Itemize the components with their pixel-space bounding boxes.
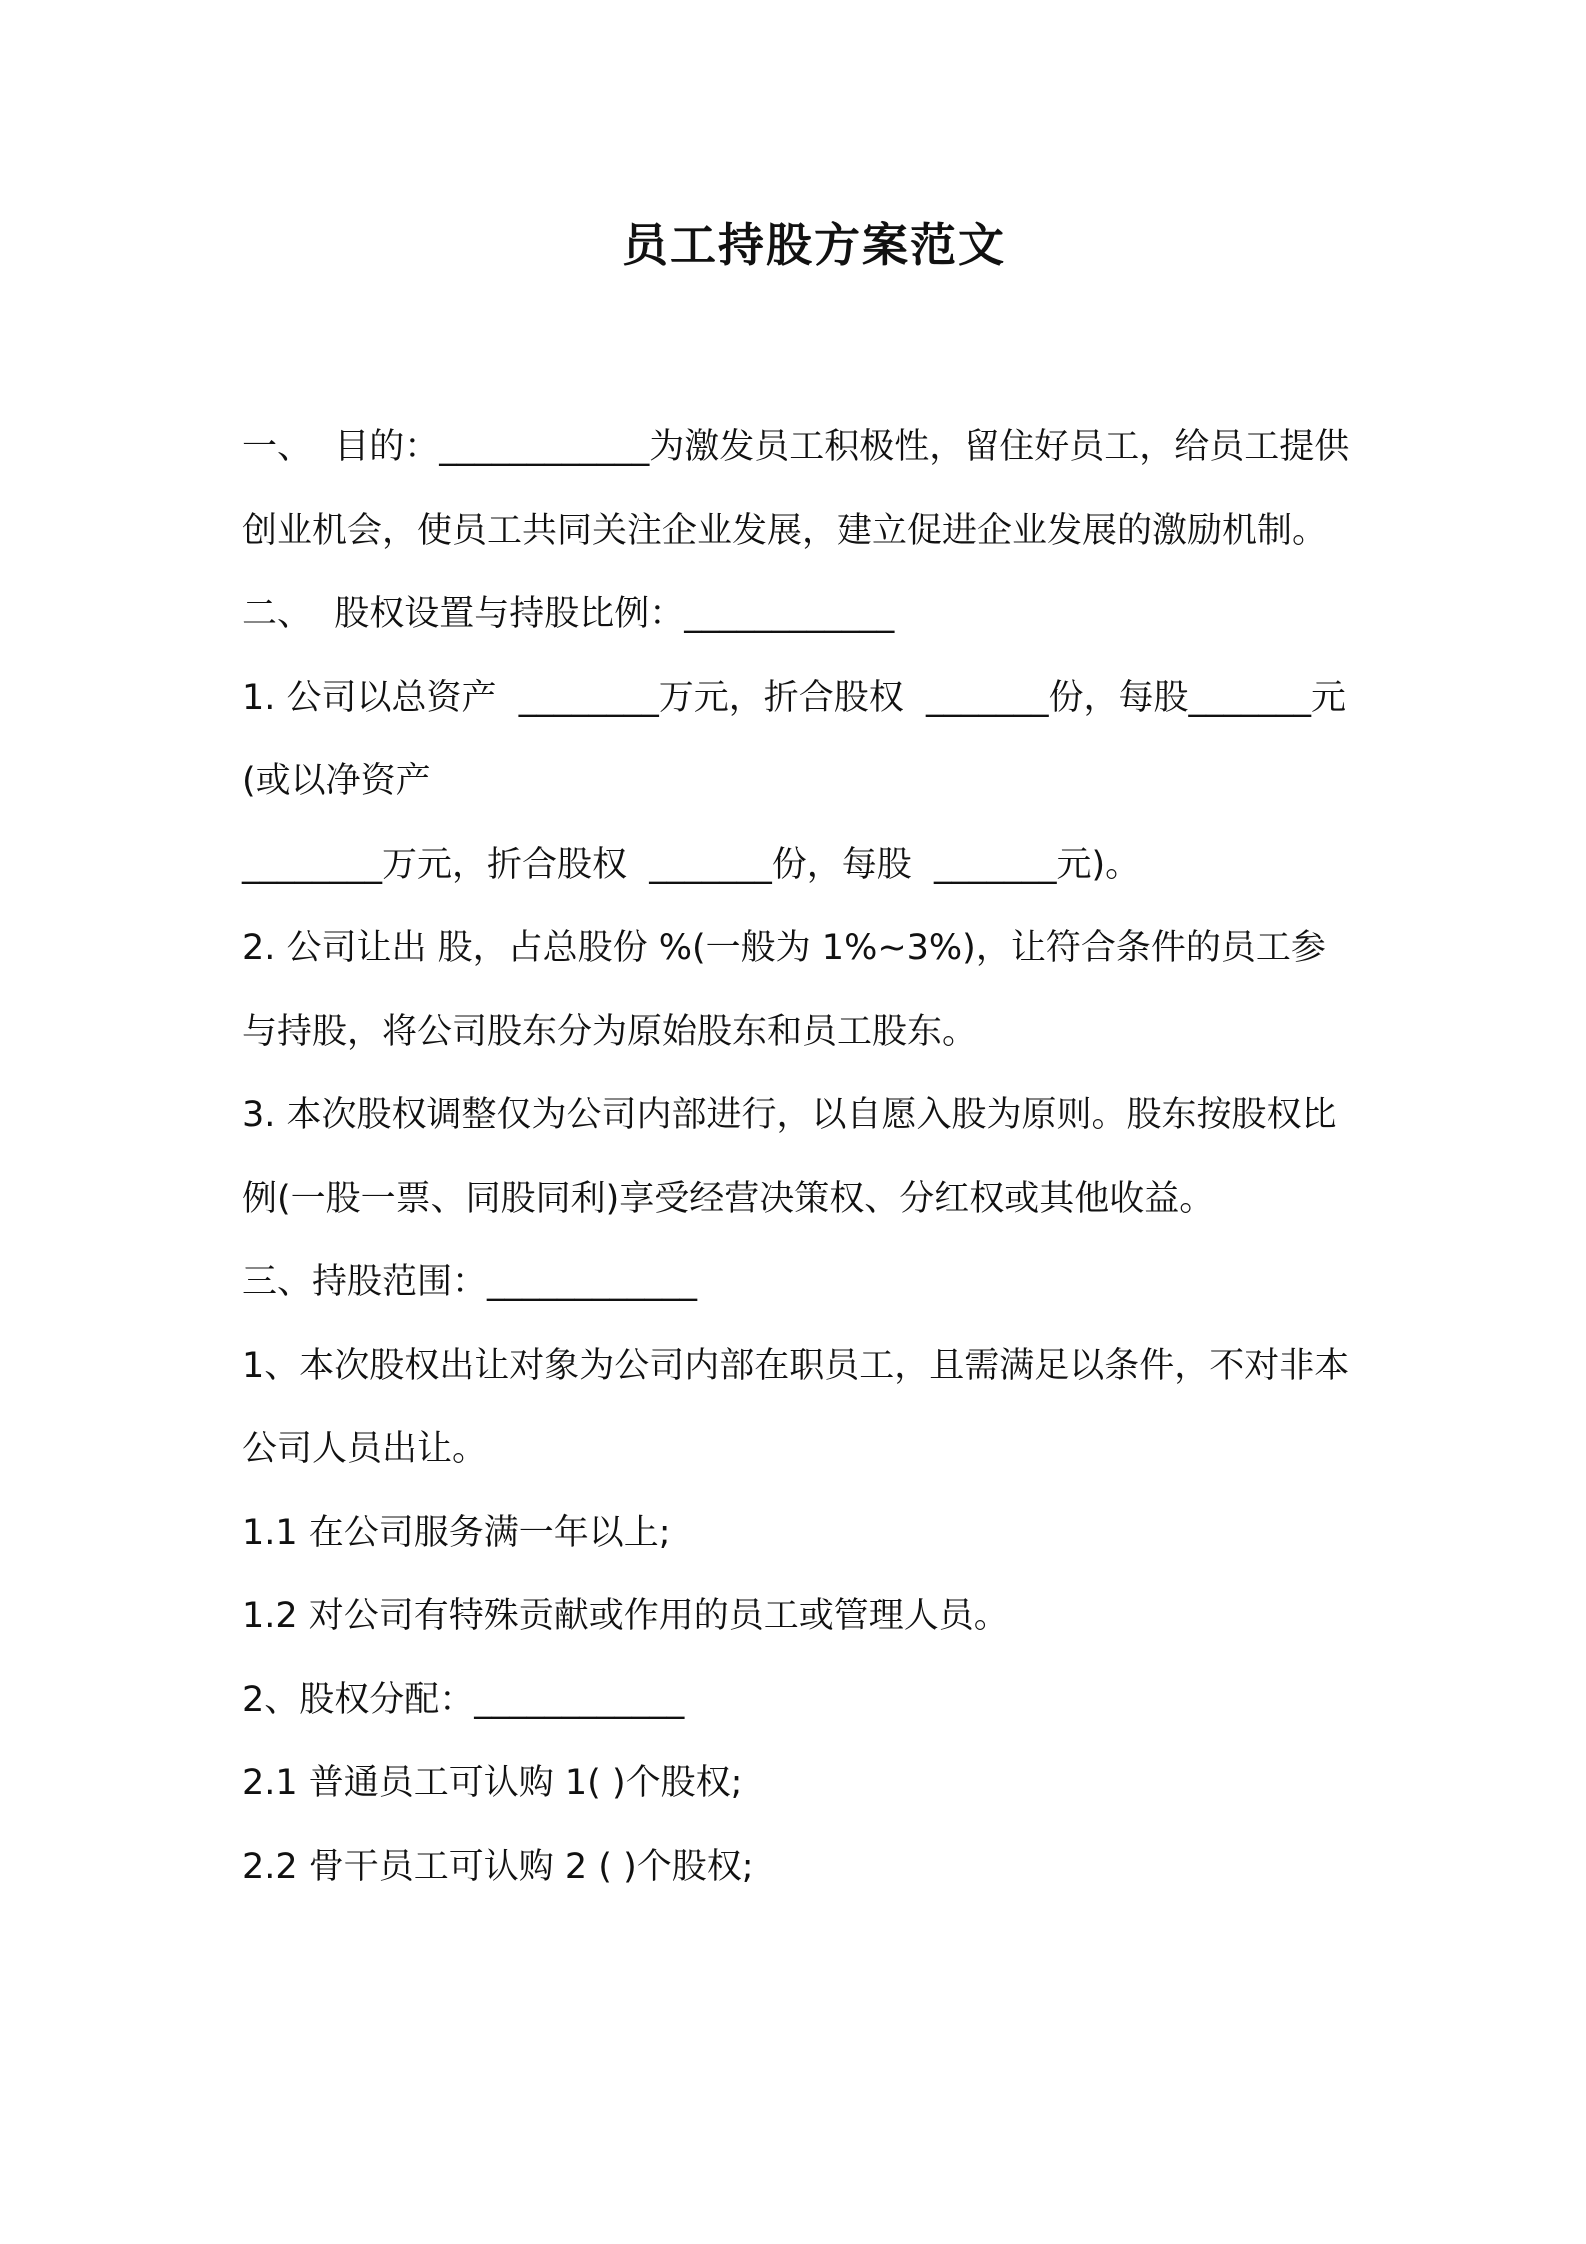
paragraph-scope-1: 1、本次股权出让对象为公司内部在职员工，且需满足以条件，不对非本公司人员出让。 xyxy=(242,1345,1350,1469)
paragraph-scope-1-1: 1.1 在公司服务满一年以上; xyxy=(242,1512,671,1553)
paragraph-section-3-heading: 三、持股范围：____________ xyxy=(242,1262,698,1302)
paragraph-item-1-continued: ________万元，折合股权 _______份，每股 _______元)。 xyxy=(242,844,1141,885)
paragraph-section-2-heading: 二、 股权设置与持股比例：____________ xyxy=(242,594,895,634)
paragraph-item-3: 3. 本次股权调整仅为公司内部进行，以自愿入股为原则。股东按股权比例(一股一票、同股同利)享受经营决策权、分红权或其他收益。 xyxy=(242,1095,1337,1219)
paragraph-scope-1-2: 1.2 对公司有特殊贡献或作用的员工或管理人员。 xyxy=(242,1596,1009,1636)
paragraph-allocation-2-2: 2.2 骨干员工可认购 2 ( )个股权; xyxy=(242,1846,754,1887)
document-title: 员工持股方案范文 xyxy=(622,218,1006,272)
paragraph-allocation-2-1: 2.1 普通员工可认购 1( )个股权; xyxy=(242,1763,743,1803)
paragraph-item-2: 2. 公司让出 股，占总股份 %(一般为 1%~3%)，让符合条件的员工参与持股，将公司股东分为原始股东和员工股东。 xyxy=(242,928,1326,1052)
paragraph-item-1: 1. 公司以总资产 ________万元，折合股权 _______份，每股_______元(或以净资产 xyxy=(242,677,1347,801)
document-body xyxy=(242,406,1356,1909)
paragraph-allocation-heading: 2、股权分配：____________ xyxy=(242,1679,685,1720)
paragraph-purpose: 一、 目的：____________为激发员工积极性，留住好员工，给员工提供创业机会，使员工共同关注企业发展，建立促进企业发展的激励机制。 xyxy=(242,427,1350,551)
